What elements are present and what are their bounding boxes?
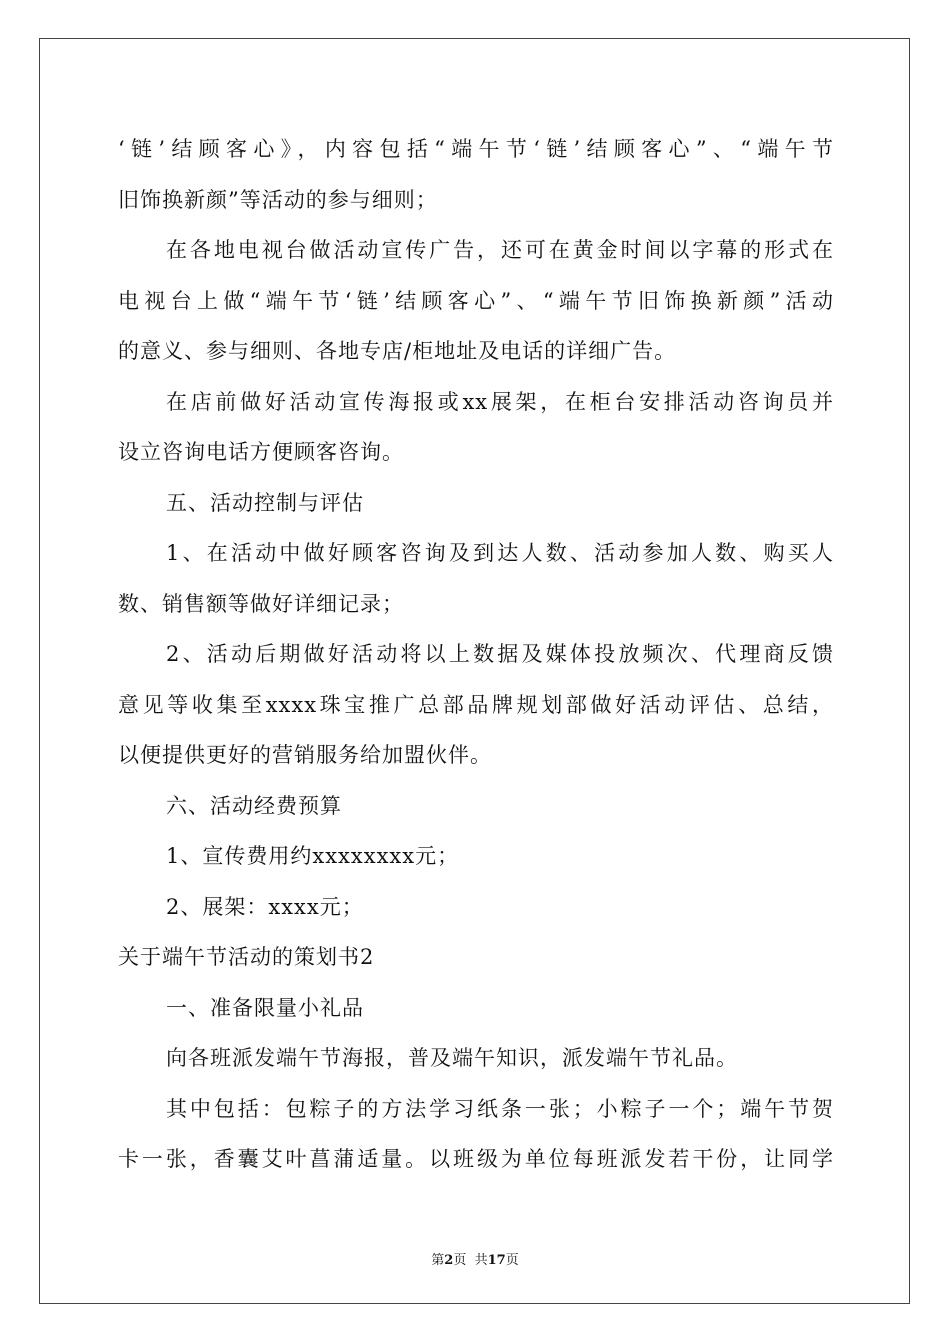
- footer-prefix: 第: [431, 1253, 445, 1268]
- text-line: 的意义、参与细则、各地专店/柜地址及电话的详细广告。: [118, 339, 677, 363]
- section-heading: 五、活动控制与评估: [166, 490, 364, 515]
- text-line: 以便提供更好的营销服务给加盟伙伴。: [118, 743, 492, 767]
- text-line: 在店前做好活动宣传海报或xx展架，在柜台安排活动咨询员并: [166, 389, 834, 414]
- text-line: 其中包括：包粽子的方法学习纸条一张；小粽子一个；端午节贺: [166, 1096, 834, 1121]
- total-page-count: 17: [487, 1253, 506, 1268]
- text-line: 数、销售额等做好详细记录；: [118, 591, 404, 616]
- text-line: ‘链’结顾客心》，内容包括“端午节‘链’结顾客心”、“端午节: [118, 137, 834, 161]
- text-line: 旧饰换新颜”等活动的参与细则；: [118, 187, 438, 212]
- text-line: 1、宣传费用约xxxxxxxx元；: [166, 844, 460, 868]
- footer-suffix: 页: [505, 1253, 519, 1268]
- section-heading: 一、准备限量小礼品: [166, 995, 364, 1020]
- footer-mid: 页 共: [453, 1253, 488, 1268]
- text-line: 卡一张，香囊艾叶菖蒲适量。以班级为单位每班派发若干份，让同学: [118, 1147, 834, 1171]
- text-line: 电视台上做“端午节‘链’结顾客心”、“端午节旧饰换新颜”活动: [118, 288, 834, 313]
- current-page-number: 2: [444, 1253, 454, 1268]
- text-line: 1、在活动中做好顾客咨询及到达人数、活动参加人数、购买人: [166, 541, 834, 565]
- text-line: 向各班派发端午节海报，普及端午知识，派发端午节礼品。: [166, 1046, 738, 1070]
- text-line: 意见等收集至xxxx珠宝推广总部品牌规划部做好活动评估、总结，: [118, 692, 834, 717]
- text-line: 2、展架：xxxx元；: [166, 894, 364, 919]
- text-line: 在各地电视台做活动宣传广告，还可在黄金时间以字幕的形式在: [166, 238, 834, 262]
- section-heading: 六、活动经费预算: [166, 793, 342, 818]
- text-line: 2、活动后期做好活动将以上数据及媒体投放频次、代理商反馈: [166, 642, 834, 666]
- document-title: 关于端午节活动的策划书2: [118, 945, 375, 969]
- document-body: [118, 130, 834, 1191]
- text-line: 设立咨询电话方便顾客咨询。: [118, 440, 404, 464]
- page-footer: [0, 1249, 950, 1268]
